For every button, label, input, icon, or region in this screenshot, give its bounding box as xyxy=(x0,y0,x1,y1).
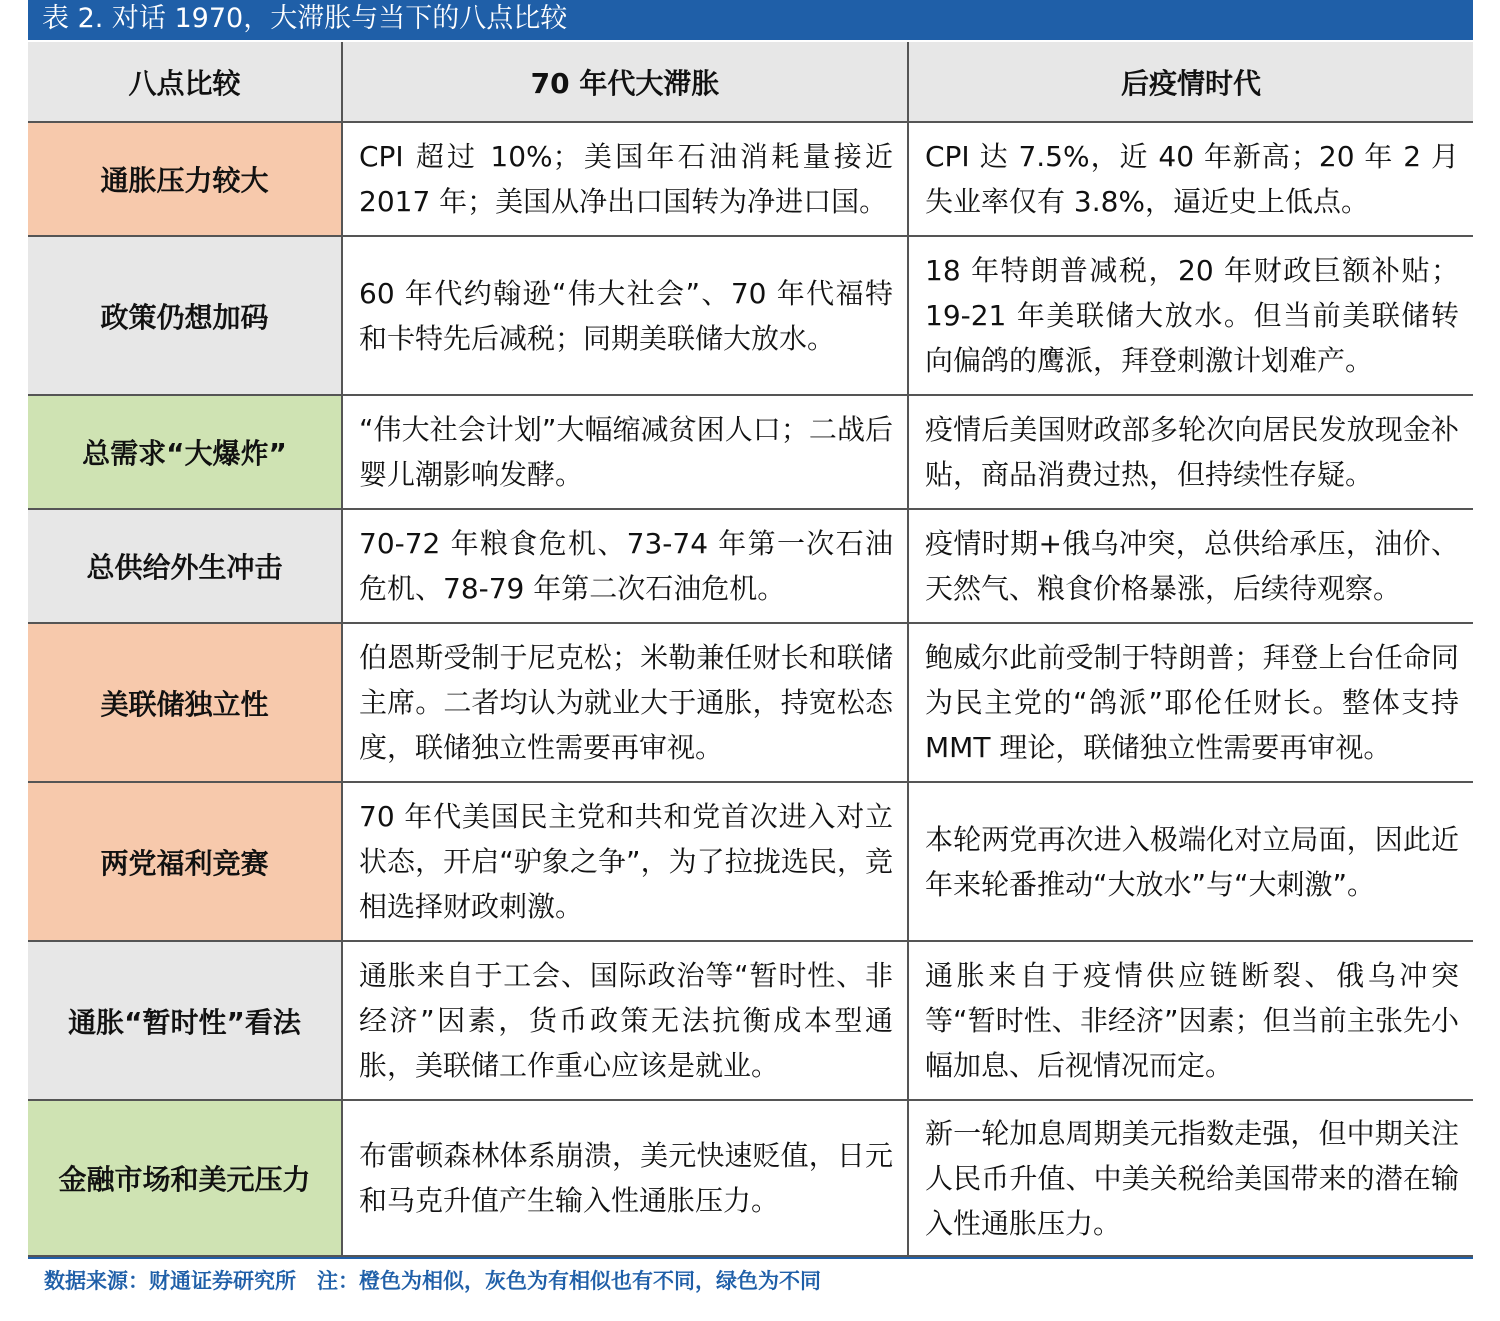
row-category: 金融市场和美元压力 xyxy=(28,1100,342,1256)
comparison-table xyxy=(28,42,1473,1257)
table-title-bar xyxy=(28,0,1473,40)
row-category: 两党福利竞赛 xyxy=(28,782,342,941)
post-pandemic-cell: 疫情时期+俄乌冲突，总供给承压，油价、天然气、粮食价格暴涨，后续待观察。 xyxy=(908,509,1473,623)
post-pandemic-cell: CPI 达 7.5%，近 40 年新高；20 年 2 月失业率仅有 3.8%，逼近史上低点。 xyxy=(908,122,1473,236)
seventies-cell: 70 年代美国民主党和共和党首次进入对立状态，开启“驴象之争”，为了拉拢选民，竞相选择财政刺激。 xyxy=(342,782,908,941)
table-row xyxy=(28,1100,1473,1256)
post-pandemic-cell: 通胀来自于疫情供应链断裂、俄乌冲突等“暂时性、非经济”因素；但当前主张先小幅加息、后视情况而定。 xyxy=(908,941,1473,1100)
table-row xyxy=(28,236,1473,395)
row-category: 美联储独立性 xyxy=(28,623,342,782)
table-row xyxy=(28,782,1473,941)
post-pandemic-cell: 新一轮加息周期美元指数走强，但中期关注人民币升值、中美关税给美国带来的潜在输入性通胀压力。 xyxy=(908,1100,1473,1256)
header-post-pandemic: 后疫情时代 xyxy=(908,42,1473,122)
header-row xyxy=(28,42,1473,122)
row-category: 通胀压力较大 xyxy=(28,122,342,236)
source-footnote: 数据来源：财通证券研究所 注：橙色为相似，灰色为有相似也有不同，绿色为不同 xyxy=(44,1269,821,1293)
row-category: 总需求“大爆炸” xyxy=(28,395,342,509)
table-title: 表 2. 对话 1970，大滞胀与当下的八点比较 xyxy=(42,3,568,34)
post-pandemic-cell: 鲍威尔此前受制于特朗普；拜登上台任命同为民主党的“鸽派”耶伦任财长。整体支持 MMT 理论，联储独立性需要再审视。 xyxy=(908,623,1473,782)
post-pandemic-cell: 18 年特朗普减税，20 年财政巨额补贴；19-21 年美联储大放水。但当前美联储转向偏鸽的鹰派，拜登刺激计划难产。 xyxy=(908,236,1473,395)
row-category: 通胀“暂时性”看法 xyxy=(28,941,342,1100)
table-row xyxy=(28,623,1473,782)
row-category: 总供给外生冲击 xyxy=(28,509,342,623)
seventies-cell: 60 年代约翰逊“伟大社会”、70 年代福特和卡特先后减税；同期美联储大放水。 xyxy=(342,236,908,395)
post-pandemic-cell: 疫情后美国财政部多轮次向居民发放现金补贴，商品消费过热，但持续性存疑。 xyxy=(908,395,1473,509)
table-row xyxy=(28,941,1473,1100)
seventies-cell: 70-72 年粮食危机、73-74 年第一次石油危机、78-79 年第二次石油危机。 xyxy=(342,509,908,623)
header-seventies: 70 年代大滞胀 xyxy=(342,42,908,122)
table-row xyxy=(28,395,1473,509)
post-pandemic-cell: 本轮两党再次进入极端化对立局面，因此近年来轮番推动“大放水”与“大刺激”。 xyxy=(908,782,1473,941)
table-row xyxy=(28,122,1473,236)
table-row xyxy=(28,509,1473,623)
seventies-cell: 通胀来自于工会、国际政治等“暂时性、非经济”因素，货币政策无法抗衡成本型通胀，美联储工作重心应该是就业。 xyxy=(342,941,908,1100)
header-category: 八点比较 xyxy=(28,42,342,122)
row-category: 政策仍想加码 xyxy=(28,236,342,395)
seventies-cell: CPI 超过 10%；美国年石油消耗量接近 2017 年；美国从净出口国转为净进口国。 xyxy=(342,122,908,236)
bottom-rule xyxy=(28,1257,1473,1259)
seventies-cell: 布雷顿森林体系崩溃，美元快速贬值，日元和马克升值产生输入性通胀压力。 xyxy=(342,1100,908,1256)
seventies-cell: 伯恩斯受制于尼克松；米勒兼任财长和联储主席。二者均认为就业大于通胀，持宽松态度，联储独立性需要再审视。 xyxy=(342,623,908,782)
seventies-cell: “伟大社会计划”大幅缩减贫困人口；二战后婴儿潮影响发酵。 xyxy=(342,395,908,509)
